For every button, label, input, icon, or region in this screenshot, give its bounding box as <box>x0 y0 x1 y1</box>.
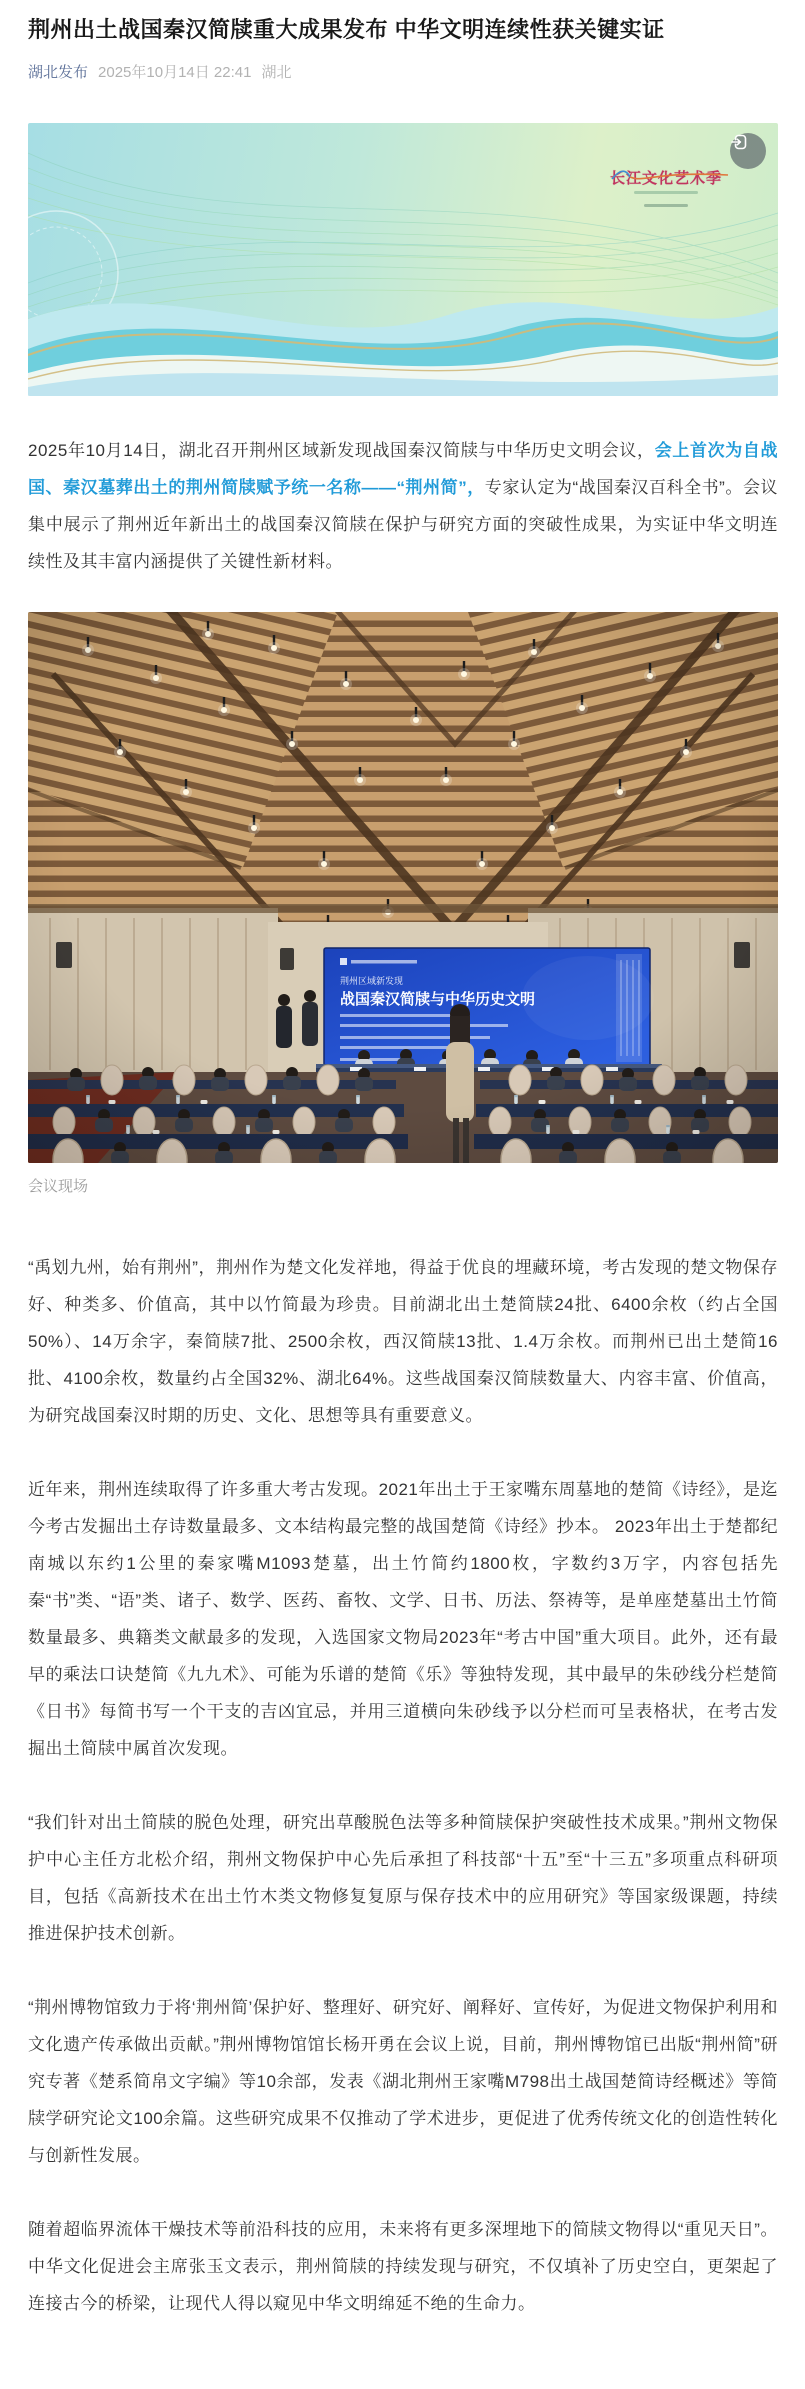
p1-lead: 2025年10月14日，湖北召开荆州区域新发现战国秦汉简牍与中华历史文明会议， <box>28 441 655 460</box>
banner-image[interactable] <box>28 123 778 396</box>
p1-highlight: 会上首次为自战国、秦汉墓葬出土的荆州简牍赋予统一名称——“荆州简”， <box>28 441 779 497</box>
paragraph-1 <box>28 432 778 580</box>
paragraph-5: “荆州博物馆致力于将‘荆州简’保护好、整理好、研究好、阐释好、宣传好，为促进文物保护利用和文化遗产传承做出贡献。”荆州博物馆馆长杨开勇在会议上说，目前，荆州博物馆已出版“荆州简”研究专著《楚系简帛文字编》等10余部，发表《湖北荆州王家嘴M798出土战国楚简诗经概述》等简牍学研究论文100余篇。这些研究成果不仅推动了学术进步，更促进了优秀传统文化的创造性转化与创新性发展。 <box>28 1998 778 2165</box>
paragraph-4: “我们针对出土简牍的脱色处理，研究出草酸脱色法等多种简牍保护突破性技术成果。”荆州文物保护中心主任方北松介绍，荆州文物保护中心先后承担了科技部“十五”至“十三五”多项重点科研项目，包括《高新技术在出土竹木类文物修复复原与保存技术中的应用研究》等国家级课题，持续推进保护技术创新。 <box>28 1813 778 1943</box>
p1-rest: 专家认定为“战国秦汉百科全书”。会议集中展示了荆州近年新出土的战国秦汉简牍在保护与研究方面的突破性成果，为实证中华文明连续性及其丰富内涵提供了关键性新材料。 <box>28 478 778 571</box>
publish-datetime: 2025年10月14日 22:41 <box>98 64 252 81</box>
share-icon[interactable] <box>730 133 766 169</box>
enter-arrow-icon <box>730 133 748 151</box>
conference-photo[interactable] <box>28 612 778 1163</box>
source-account-link[interactable]: 湖北发布 <box>28 64 89 81</box>
paragraph-3: 近年来，荆州连续取得了许多重大考古发现。2021年出土于王家嘴东周墓地的楚简《诗经》，是迄今考古发掘出土存诗数量最多、文本结构最完整的战国楚简《诗经》抄本。 2023年出土于楚都纪南城以东约1公里的秦家嘴M1093楚墓，出土竹简约1800枚，字数约3万字，内容包括先秦“书”类、“语”类、诸子、数学、医药、畜牧、文学、日书、历法、祭祷等，是单座楚墓出土竹简数量最多、典籍类文献最多的发现，入选国家文物局2023年“考古中国”重大项目。此外，还有最早的乘法口诀楚简《九九术》、可能为乐谱的楚简《乐》等独特发现，其中最早的朱砂线分栏楚简《日书》每简书写一个干支的吉凶宜忌，并用三道横向朱砂线予以分栏而可呈表格状，在考古发掘出土简牍中属首次发现。 <box>28 1480 778 1758</box>
banner-graphic <box>28 123 778 396</box>
conference-photo-graphic <box>28 612 778 1163</box>
paragraph-2: “禹划九州，始有荆州”，荆州作为楚文化发祥地，得益于优良的埋藏环境，考古发现的楚文物保存好、种类多、价值高，其中以竹简最为珍贵。目前湖北出土楚简牍24批、6400余枚（约占全国50%）、14万余字，秦简牍7批、2500余枚，西汉简牍13批、1.4万余枚。而荆州已出土楚简16批、4100余枚，数量约占全国32%、湖北64%。这些战国秦汉简牍数量大、内容丰富、价值高，为研究战国秦汉时期的历史、文化、思想等具有重要意义。 <box>28 1258 778 1425</box>
byline <box>28 62 778 83</box>
article-title: 荆州出土战国秦汉简牍重大成果发布 中华文明连续性获关键实证 <box>28 17 665 42</box>
paragraph-6: 随着超临界流体干燥技术等前沿科技的应用，未来将有更多深埋地下的简牍文物得以“重见天日”。中华文化促进会主席张玉文表示，荆州简牍的持续发现与研究，不仅填补了历史空白，更架起了连接古今的桥梁，让现代人得以窥见中华文明绵延不绝的生命力。 <box>28 2220 778 2313</box>
banner-logo-title: 长江文化艺术季 <box>609 170 722 187</box>
publish-location: 湖北 <box>261 64 292 81</box>
photo-caption: 会议现场 <box>28 1178 89 1195</box>
